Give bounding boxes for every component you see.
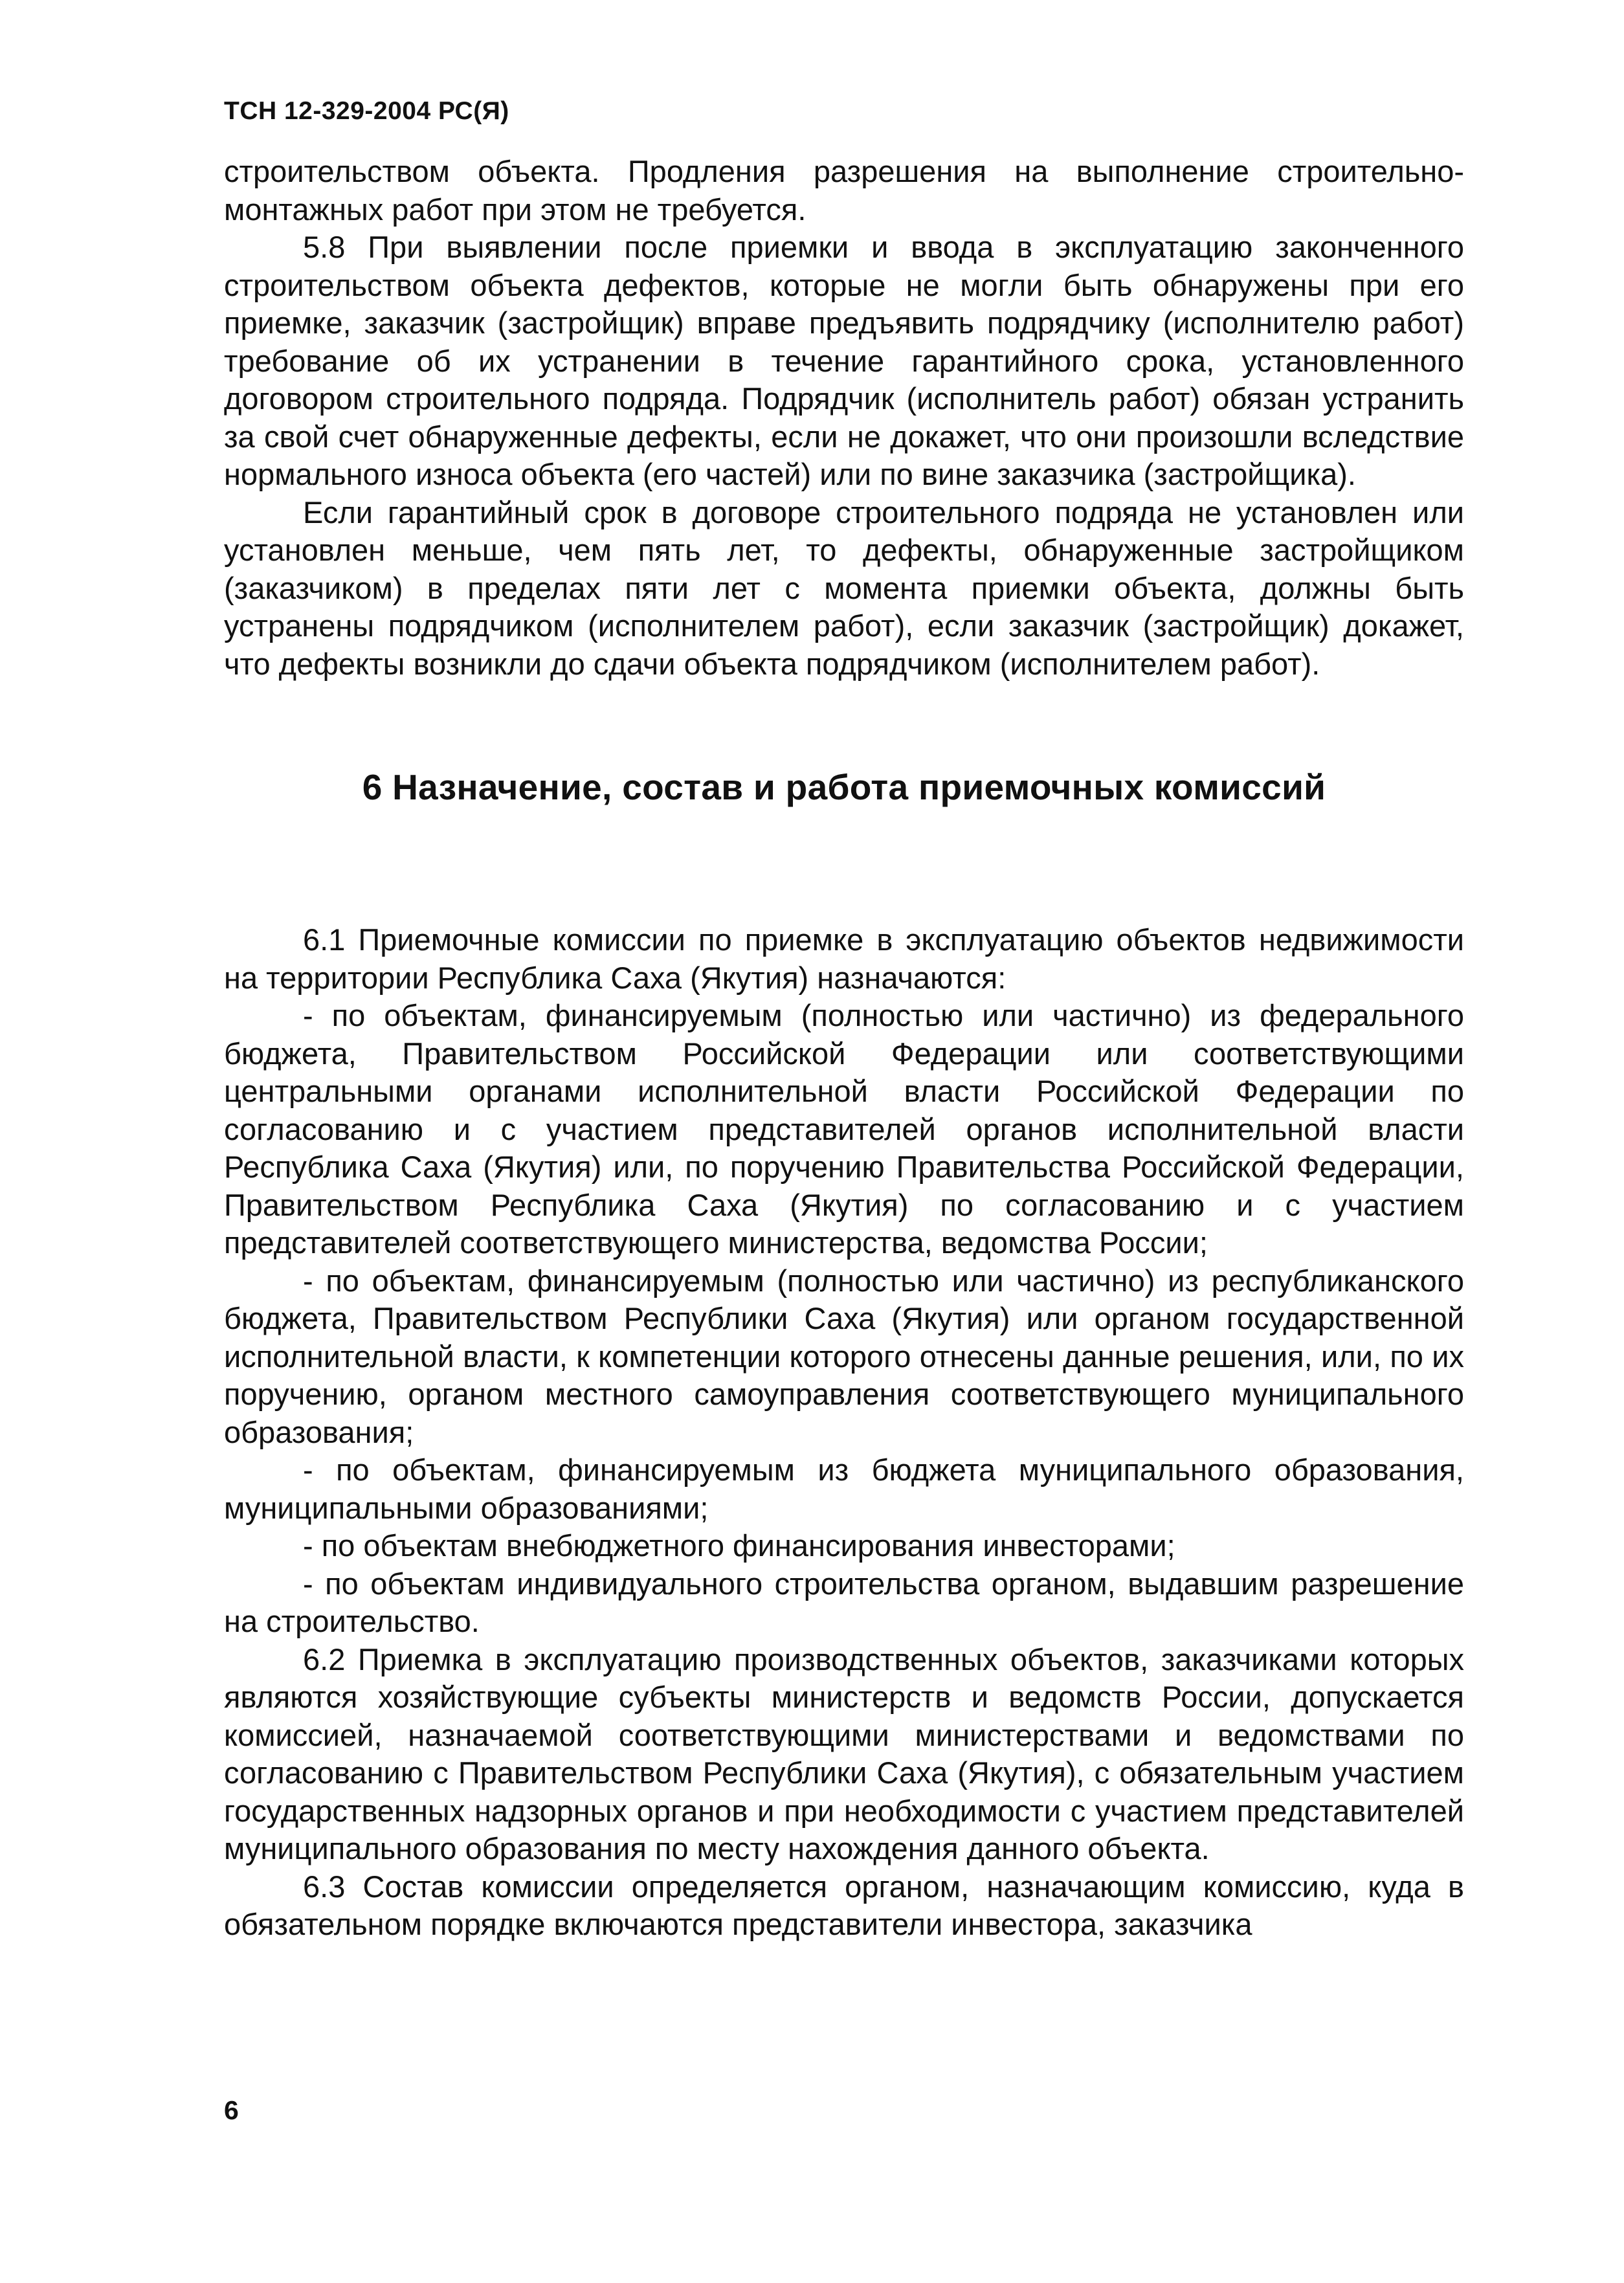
section-heading: 6 Назначение, состав и работа приемочных комиссий [362, 767, 1326, 807]
document-body [224, 153, 1464, 1944]
page-number: 6 [224, 2095, 239, 2125]
list-item-extrabudgetary: - по объектам внебюджетного финансирования инвесторами; [303, 1528, 1175, 1563]
document-code: ТСН 12-329-2004 РС(Я) [224, 97, 509, 125]
paragraph-continuation: строительством объекта. Продления разрешения на выполнение строительно-монтажных работ при этом не требуется. [224, 154, 1464, 227]
paragraph-warranty: Если гарантийный срок в договоре строительного подряда не установлен или установлен меньше, чем пять лет, то дефекты, обнаруженные застройщиком (заказчиком) в пределах пяти лет с момента приемки объекта, должны быть устранены подрядчиком (исполнителем работ), если заказчик (застройщик) докажет, что дефекты возникли до сдачи объекта подрядчиком (исполнителем работ). [224, 495, 1464, 681]
list-item-federal: - по объектам, финансируемым (полностью или частично) из федерального бюджета, Правительством Российской Федерации или соответствующими центральными органами исполнительной власти Российской Федерации по согласованию и с участием представителей органов исполнительной власти Республика Саха (Якутия) или, по поручению Правительства Российской Федерации, Правительством Республика Саха (Якутия) по согласованию и с участием представителей соответствующего министерства, ведомства России; [224, 998, 1464, 1260]
paragraph-6-3: 6.3 Состав комиссии определяется органом, назначающим комиссию, куда в обязательном порядке включаются представители инвестора, заказчика [224, 1869, 1464, 1941]
paragraph-6-2: 6.2 Приемка в эксплуатацию производственных объектов, заказчиками которых являются хозяйствующие субъекты министерств и ведомств России, допускается комиссией, назначаемой соответствующими министерствами и ведомствами по согласованию с Правительством Республики Саха (Якутия), с обязательным участием государственных надзорных органов и при необходимости с участием представителей муниципального образования по месту нахождения данного объекта. [224, 1642, 1464, 1865]
paragraph-5-8: 5.8 При выявлении после приемки и ввода в эксплуатацию законченного строительством объекта дефектов, которые не могли быть обнаружены при его приемке, заказчик (застройщик) вправе предъявить подрядчику (исполнителю работ) требование об их устранении в течение гарантийного срока, установленного договором строительного подряда. Подрядчик (исполнитель работ) обязан устранить за свой счет обнаруженные дефекты, если не докажет, что они произошли вследствие нормального износа объекта (его частей) или по вине заказчика (застройщика). [224, 230, 1464, 491]
list-item-individual: - по объектам индивидуального строительства органом, выдавшим разрешение на строительство. [224, 1566, 1464, 1638]
list-item-republican: - по объектам, финансируемым (полностью или частично) из республиканского бюджета, Правительством Республики Саха (Якутия) или органом государственной исполнительной власти, к компетенции которого отнесены данные решения, или, по их поручению, органом местного самоуправления соответствующего муниципального образования; [224, 1263, 1464, 1449]
paragraph-6-1: 6.1 Приемочные комиссии по приемке в эксплуатацию объектов недвижимости на территории Республика Саха (Якутия) назначаются: [224, 922, 1464, 995]
list-item-municipal: - по объектам, финансируемым из бюджета муниципального образования, муниципальными образованиями; [224, 1453, 1464, 1525]
